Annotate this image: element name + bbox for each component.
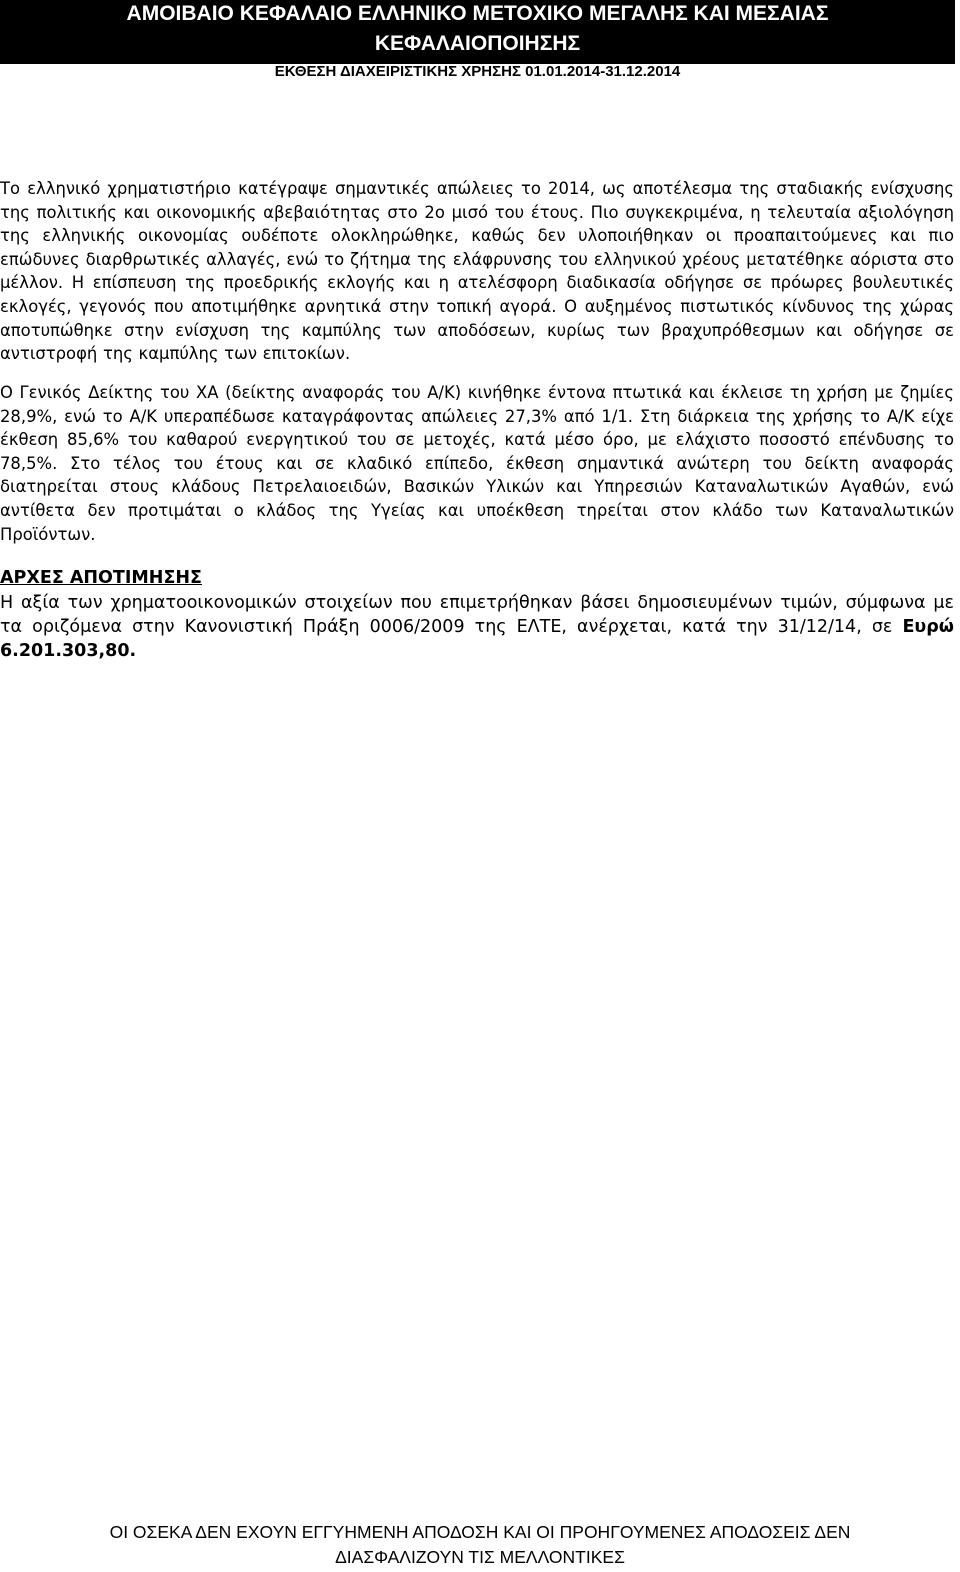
disclaimer-line2: ΔΙΑΣΦΑΛΙΖΟΥΝ ΤΙΣ ΜΕΛΛΟΝΤΙΚΕΣ [335,1547,625,1567]
valuation-text: Η αξία των χρηματοοικονομικών στοιχείων που επιμετρήθηκαν βάσει δημοσιευμένων τιμών, σύμφωνα με τα οριζόμενα στην Κανονιστική Πράξη 0006/2009 της ΕΛΤΕ, ανέρχεται, κατά την 31/12/14, σε [0,593,954,637]
disclaimer-footer [0,1520,960,1570]
valuation-amount: Ευρώ 6.201.303,80. [0,617,954,661]
market-review-paragraph: Το ελληνικό χρηματιστήριο κατέγραψε σημαντικές απώλειες το 2014, ως αποτέλεσμα της σταδιακής ενίσχυσης της πολιτικής και οικονομικής αβεβαιότητας στο 2ο μισό του έτους. Πιο συγκεκριμένα, η τελευταία αξιολόγηση της ελληνικής οικονομίας ουδέποτε ολοκληρώθηκε, καθώς δεν υλοποιήθηκαν οι προαπαιτούμενες και πιο επώδυνες διαρθρωτικές αλλαγές, ενώ το ζήτημα της ελάφρυνσης του ελληνικού χρέους μετατέθηκε αόριστα στο μέλλον. Η επίσπευση της προεδρικής εκλογής και η ατελέσφορη διαδικασία οδήγησε σε πρόωρες βουλευτικές εκλογές, γεγονός που αποτιμήθηκε αρνητικά στην τοπική αγορά. Ο αυξημένος πιστωτικός κίνδυνος της χώρας αποτυπώθηκε στην ενίσχυση της καμπύλης των αποδόσεων, κυρίως των βραχυπρόθεσμων και οδήγησε σε αντιστροφή της καμπύλης των επιτοκίων. [0,179,954,364]
disclaimer-line1: ΟΙ ΟΣΕΚΑ ΔΕΝ ΕΧΟΥΝ ΕΓΓΥΗΜΕΝΗ ΑΠΟΔΟΣΗ ΚΑΙ ΟΙ ΠΡΟΗΓΟΥΜΕΝΕΣ ΑΠΟΔΟΣΕΙΣ ΔΕΝ [109,1522,851,1542]
valuation-heading: ΑΡΧΕΣ ΑΠΟΤΙΜΗΣΗΣ [0,568,202,588]
report-subtitle: ΕΚΘΕΣΗ ΔΙΑΧΕΙΡΙΣΤΙΚΗΣ ΧΡΗΣΗΣ 01.01.2014-31.12.2014 [274,63,681,80]
fund-title-line2: ΚΕΦΑΛΑΙΟΠΟΙΗΣΗΣ [374,32,581,55]
index-performance-paragraph: Ο Γενικός Δείκτης του ΧΑ (δείκτης αναφοράς του Α/Κ) κινήθηκε έντονα πτωτικά και έκλεισε τη χρήση με ζημίες 28,9%, ενώ το Α/Κ υπεραπέδωσε καταγράφοντας απώλειες 27,3% από 1/1. Στη διάρκεια της χρήσης το Α/Κ είχε έκθεση 85,6% του καθαρού ενεργητικού του σε μετοχές, κατά μέσο όρο, με ελάχιστο ποσοστό επένδυσης το 78,5%. Στο τέλος του έτους και σε κλαδικό επίπεδο, έκθεση σημαντικά ανώτερη του δείκτη αναφοράς διατηρείται στους κλάδους Πετρελαιοειδών, Βασικών Υλικών και Υπηρεσιών Καταναλωτικών Αγαθών, ενώ αντίθετα δεν προτιμάται ο κλάδος της Υγείας και υποέκθεση τηρείται στον κλάδο των Καταναλωτικών Προϊόντων. [0,383,954,544]
fund-title-line1: ΑΜΟΙΒΑΙΟ ΚΕΦΑΛΑΙΟ ΕΛΛΗΝΙΚΟ ΜΕΤΟΧΙΚΟ ΜΕΓΑΛΗΣ ΚΑΙ ΜΕΣΑΙΑΣ [126,2,829,25]
valuation-paragraph [0,591,954,663]
